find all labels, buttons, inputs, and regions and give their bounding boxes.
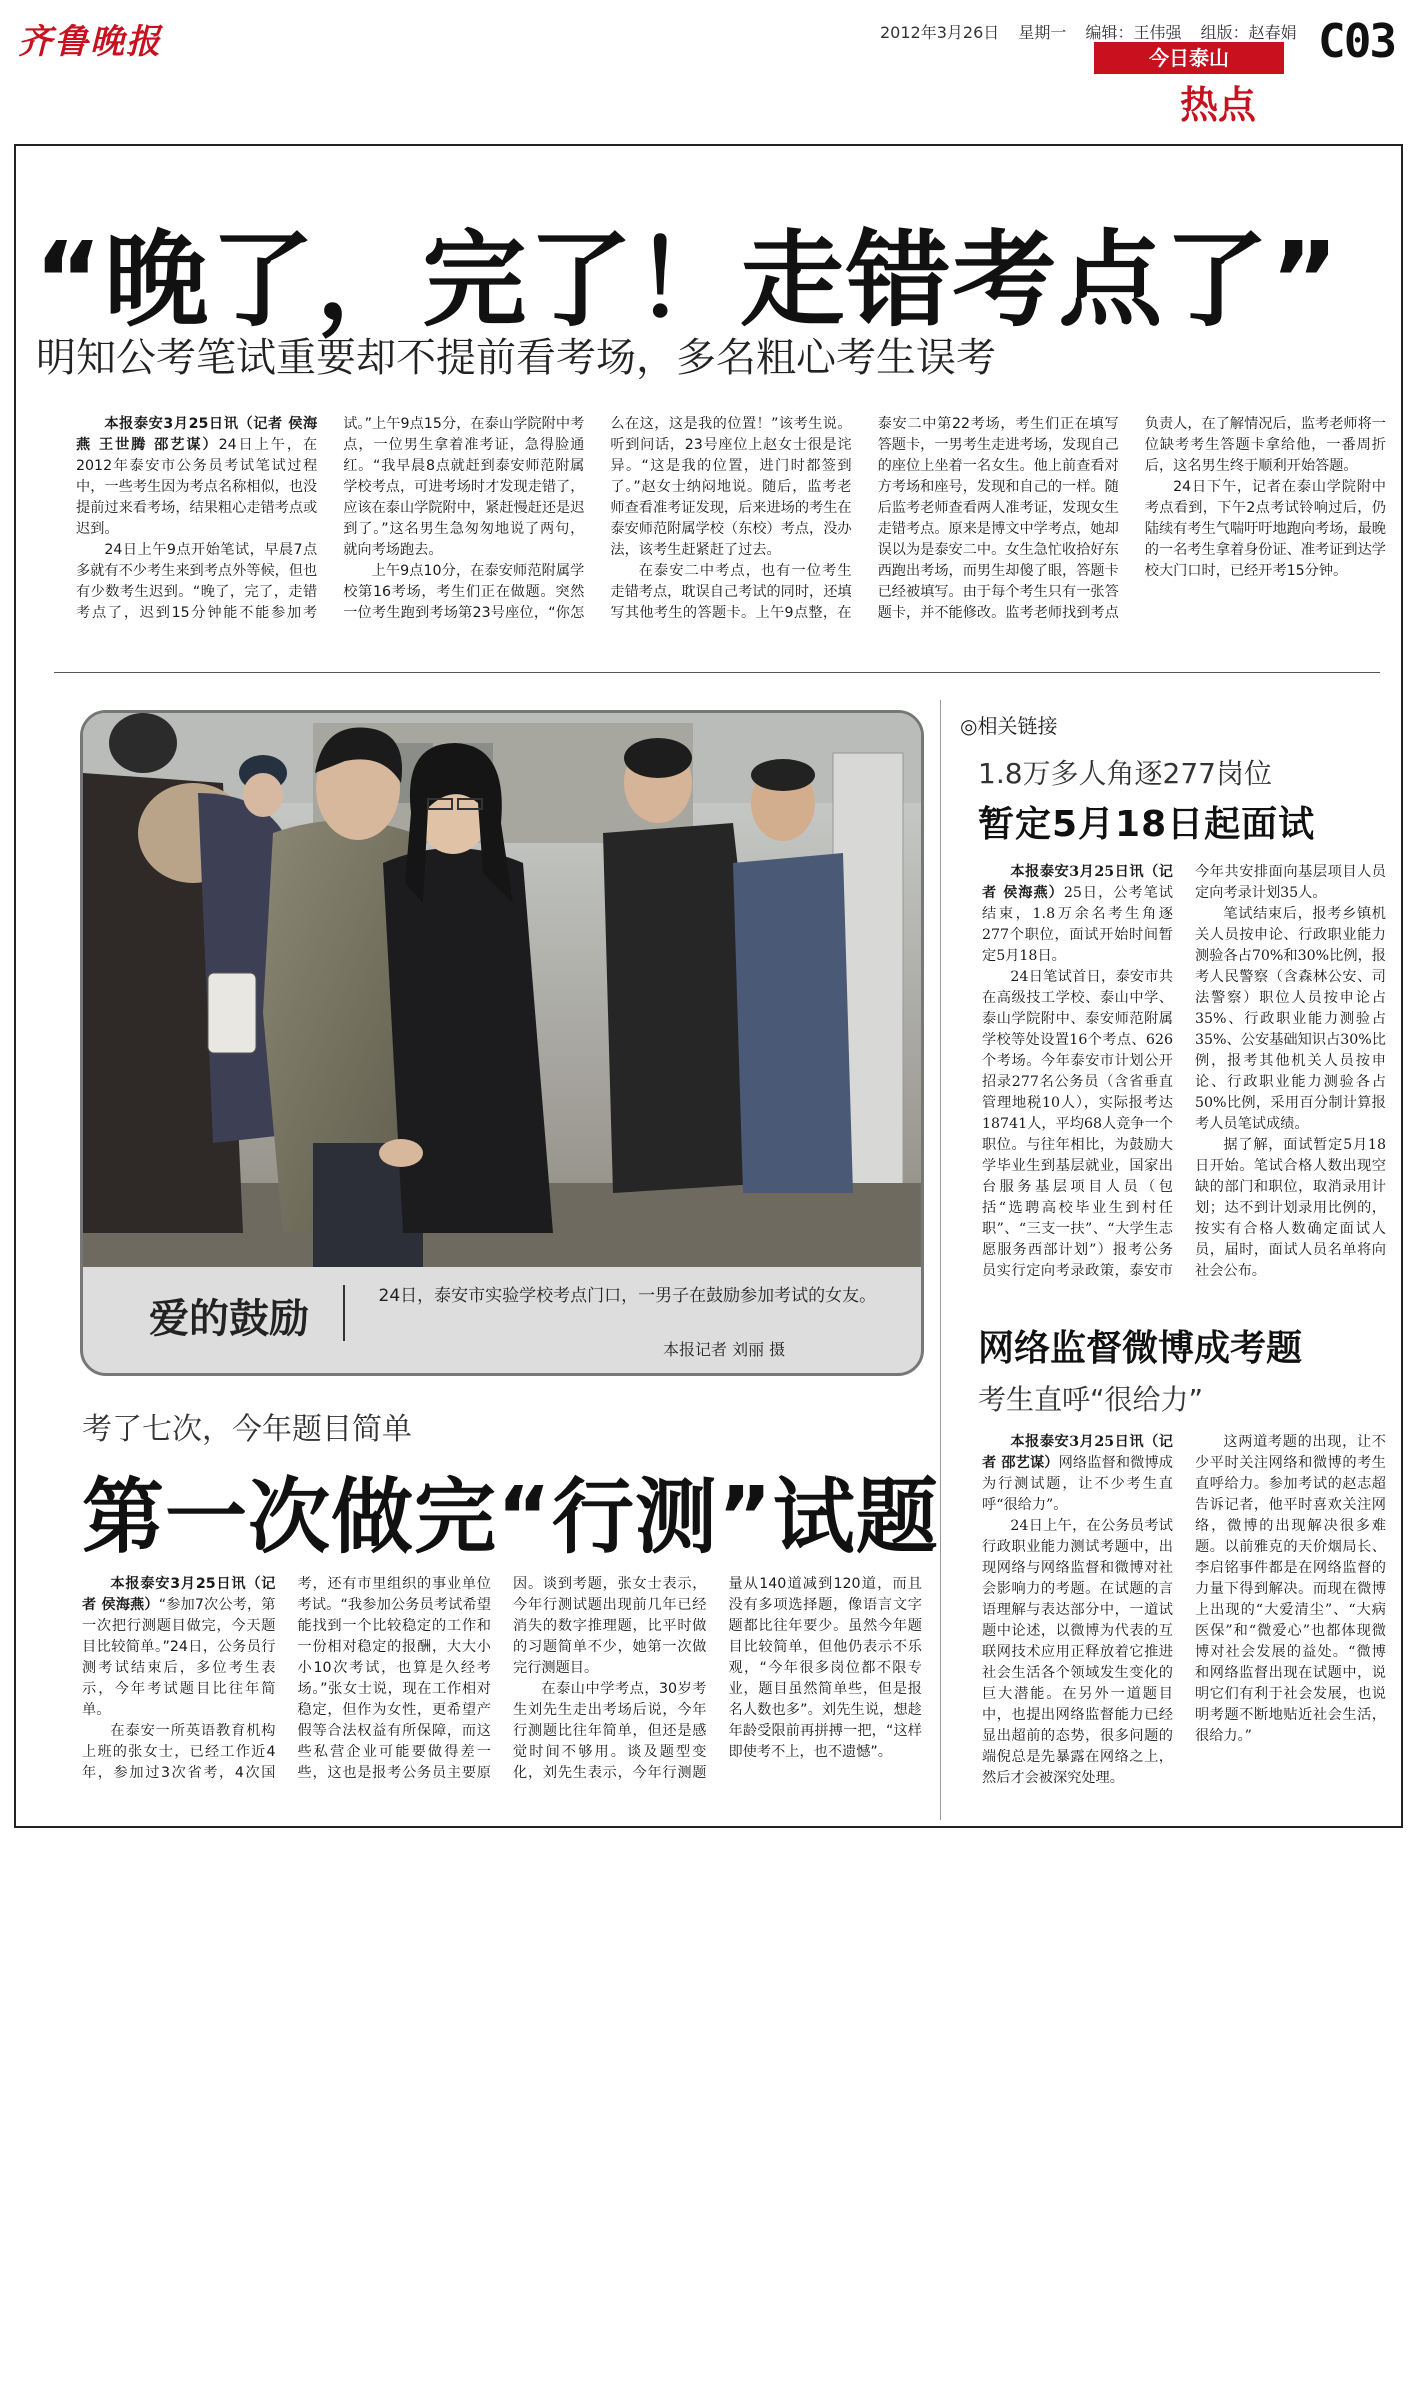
second-paragraph: “参加7次公考，第一次把行测题目做完，今天题目比较简单。”24日，公务员行测考试结束后，多位考生表示，今年考试题目比往年简单。 [82,1597,276,1718]
lead-paragraph: 上午9点10分，在泰安师范附属学校第16考场，考生们正在做题。突然一位考生跑到考场第23号座位，“你怎么在这，这是我的位置！”该考生说。听到问话，23号座位上赵女士很是诧异。“这是我的位置，进门时都签到了。”赵女士纳闷地说。随后，监考老师查看准考证发现，后来进场的考生在泰安师范附属学校（东校）考点，没办法，该考生赶紧赶了过去。 [343,416,852,621]
second-story-body [82,1574,922,1804]
photo-caption: 24日，泰安市实验学校考点门口，一男子在鼓励参加考试的女友。 [378,1286,877,1306]
second-paragraph: 在泰山中学考点，30岁考生刘先生走出考场后说，今年行测题比往年简单，但还是感觉时间不够用。谈及题型变化，刘先生表示，今年行测题量从140道减到120道，而且没有多项选择题，像语言文字题都比往年要少。虽然今年题目比较简单，但他仍表示不乐观，“今年很多岗位都不限专业，题目虽然简单些，但是报名人数也多”。刘先生说，想趁年龄受限前再拼搏一把，“这样即使考不上，也不遗憾”。 [513,1576,922,1781]
related-paragraph: 24日笔试首日，泰安市共在高级技工学校、泰山中学、泰山学院附中、泰安师范附属学校等处设置16个考点、626个考场。今年泰安市计划公开招录277名公务员（含省垂直管理地税10人），实际报考达18741人，平均68人竞争一个职位。与往年相比，为鼓励大学毕业生到基层就业，国家出台服务基层项目人员（包括“选聘高校毕业生到村任职”、“三支一扶”、“大学生志愿服务西部计划”）报考公务员实行定向考录政策，泰安市今年共安排面向基层项目人员定向考录计划35人。 [982,864,1386,1279]
lead-subhead: 明知公考笔试重要却不提前看考场，多名粗心考生误考 [36,335,996,381]
weibo-paragraph: 这两道考题的出现，让不少平时关注网络和微博的考生直呼给力。参加考试的赵志超告诉记者，他平时喜欢关注网络，微博的出现解决很多难题。以前雅克的天价烟局长、李启铭事件都是在网络监督的力量下得到解决。而现在微博上出现的“大爱清尘”、“大病医保”和“微爱心”也都体现微博对社会发展的益处。“微博和网络监督出现在试题中，说明它们有利于社会发展，也说明考题不断地贴近社会生活，很给力。” [1195,1434,1386,1744]
weibo-paragraph: 网络监督和微博成为行测试题，让不少考生直呼“很给力”。 [982,1455,1173,1513]
weibo-kicker: 考生直呼“很给力” [978,1383,1204,1416]
photo-panel [80,710,924,1376]
section-sub-label: 热点 [1180,83,1257,127]
caption-divider [343,1285,345,1341]
related-kicker: 1.8万多人角逐277岗位 [978,757,1272,790]
issue-weekday: 星期一 [1018,23,1067,42]
designer-credit: 组版：赵春娟 [1200,23,1297,42]
weibo-body [982,1432,1386,1810]
lead-paragraph: 24日下午，记者在泰山学院附中考点看到，下午2点考试铃响过后，仍陆续有考生气喘吁吁地跑向考场，最晚的一名考生拿着身份证、准考证到达学校大门口时，已经开考15分钟。 [1144,479,1386,579]
photo-credit: 本报记者 刘丽 摄 [663,1340,786,1359]
newspaper-logo: 齐鲁晚报 [18,22,162,62]
related-body [982,862,1386,1298]
section-divider [54,672,1380,673]
section-label: 今日泰山 [1094,42,1284,74]
related-paragraph: 据了解，面试暂定5月18日开始。笔试合格人数出现空缺的部门和职位，取消录用计划；达不到计划录用比例的，按实有合格人数确定面试人员，届时，面试人员名单将向社会公布。 [1195,1137,1386,1279]
second-byline: 本报泰安3月25日讯（记者 侯海燕） [82,1576,276,1613]
weibo-title: 网络监督微博成考题 [978,1328,1303,1369]
column-divider [940,700,941,1820]
lead-byline: 本报泰安3月25日讯（记者 侯海燕 王世腾 邵艺谋） [76,416,318,453]
related-paragraph: 25日，公考笔试结束，1.8万余名考生角逐277个职位，面试开始时间暂定5月18日。 [982,885,1173,964]
lead-story-body [76,414,1386,644]
editor-credit: 编辑：王伟强 [1085,23,1182,42]
lead-paragraph: 24日上午9点开始笔试，早晨7点多就有不少考生来到考点外等候，但也有少数考生迟到。“晚了，完了，走错考点了，迟到15分钟能不能参加考试。”上午9点15分，在泰山学院附中考点，一位男生拿着准考证，急得脸通红。“我早晨8点就赶到泰安师范附属学校考点，可进考场时才发现走错了，应该在泰山学院附中，紧赶慢赶还是迟到了。”这名男生急匆匆地说了两句，就向考场跑去。 [76,416,585,621]
related-paragraph: 笔试结束后，报考乡镇机关人员按申论、行政职业能力测验各占70%和30%比例，报考人民警察（含森林公安、司法警察）职位人员按申论占35%、行政职业能力测验占35%、公安基础知识占30%比例，报考其他机关人员按申论、行政职业能力测验各占50%比例，采用百分制计算报考人员笔试成绩。 [1195,906,1386,1132]
second-kicker: 考了七次，今年题目简单 [82,1412,412,1447]
related-byline: 本报泰安3月25日讯（记者 侯海燕） [982,864,1173,901]
weibo-byline: 本报泰安3月25日讯（记者 邵艺谋） [982,1434,1173,1471]
page-number: C03 [1318,14,1396,68]
second-headline: 第一次做完“行测”试题 [82,1470,939,1565]
related-link-label: ◎相关链接 [960,714,1058,738]
lead-headline: “晚了，完了！走错考点了” [34,219,1341,341]
second-paragraph: 在泰安一所英语教育机构上班的张女士，已经工作近4年，参加过3次省考，4次国考，还有市里组织的事业单位考试。“我参加公务员考试希望能找到一个比较稳定的工作和一份相对稳定的报酬，大大小小10次考试，也算是久经考场。”张女士说，现在工作相对稳定，但作为女性，更希望产假等合法权益有所保障，而这些私营企业可能要做得差一些，这也是报考公务员主要原因。谈到考题，张女士表示，今年行测试题出现前几年已经消失的数字推理题，比平时做的习题简单不少，她第一次做完行测题目。 [82,1576,707,1781]
issue-date: 2012年3月26日 [880,23,1000,42]
lead-paragraph: 在泰安二中考点，也有一位考生走错考点，耽误自己考试的同时，还填写其他考生的答题卡。上午9点整，在泰安二中第22考场，考生们正在填写答题卡，一男考生走进考场，发现自己的座位上坐着一名女生。他上前查看对方考场和座号，发现和自己的一样。随后监考老师查看两人准考证，发现女生走错考点。原来是博文中学考点，她却误以为是泰安二中。女生急忙收拾好东西跑出考场，而男生却傻了眼，答题卡已经被填写。由于每个考生只有一张答题卡，并不能修改。监考老师找到考点负责人，在了解情况后，监考老师将一位缺考考生答题卡拿给他，一番周折后，这名男生终于顺利开始答题。 [610,416,1386,621]
weibo-paragraph: 24日上午，在公务员考试行政职业能力测试考题中，出现网络与网络监督和微博对社会影响力的考题。在试题的言语理解与表达部分中，一道试题中论述，以微博为代表的互联网技术应用正释放着它推进社会生活各个领域发生变化的巨大潜能。在另外一道题目中，也提出网络监督能力已经显出超前的态势，很多问题的端倪总是先暴露在网络之上，然后才会被深究处理。 [982,1518,1173,1786]
lead-paragraph: 24日上午，在2012年泰安市公务员考试笔试过程中，一些考生因为考点名称相似，也没提前过来看考场，结果粗心走错考点或迟到。 [76,437,318,537]
couple-photo [83,713,921,1267]
issue-meta [880,20,1311,43]
photo-caption-title: 爱的鼓励 [149,1296,309,1342]
related-title: 暂定5月18日起面试 [978,804,1316,845]
